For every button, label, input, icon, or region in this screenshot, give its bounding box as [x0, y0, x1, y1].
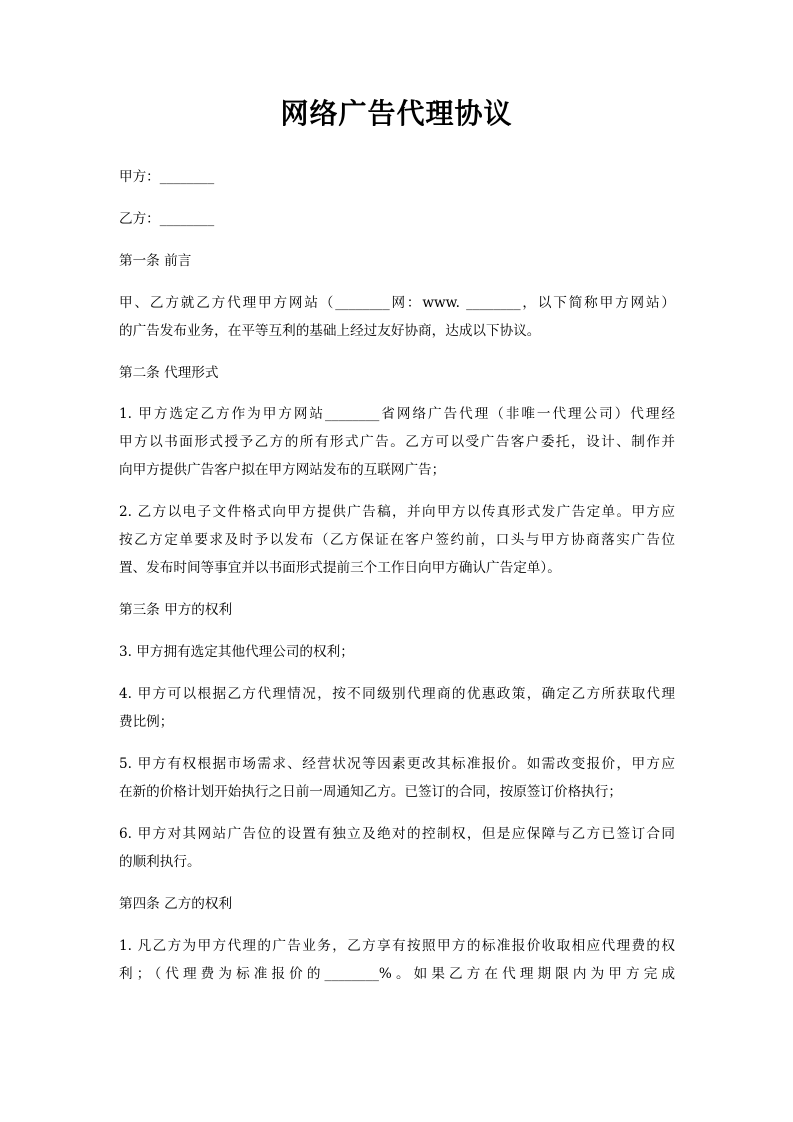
- item-3-6-line-1: 6. 甲方对其网站广告位的设置有独立及绝对的控制权，但是应保障与乙方已签订合同: [119, 826, 675, 842]
- item-2-1-line-3: 向甲方提供广告客户拟在甲方网站发布的互联网广告；: [119, 462, 446, 478]
- item-3-3: 3. 甲方拥有选定其他代理公司的权利；: [119, 644, 354, 660]
- item-3-5-line-1: 5. 甲方有权根据市场需求、经营状况等因素更改其标准报价。如需改变报价，甲方应: [119, 756, 675, 772]
- item-3-4-line-1: 4. 甲方可以根据乙方代理情况，按不同级别代理商的优惠政策，确定乙方所获取代理: [119, 686, 675, 702]
- party-b-line: 乙方：________: [119, 211, 215, 227]
- item-4-1-line-2: 利；（代理费为标准报价的________%。如果乙方在代理期限内为甲方完成: [119, 966, 675, 982]
- item-2-1-line-1: 1. 甲方选定乙方作为甲方网站________省网络广告代理（非唯一代理公司）代理经: [119, 406, 675, 422]
- article-1-text-line-2: 的广告发布业务，在平等互利的基础上经过友好协商，达成以下协议。: [119, 323, 541, 339]
- article-4-heading: 第四条 乙方的权利: [119, 896, 233, 912]
- item-3-6-line-2: 的顺利执行。: [119, 854, 201, 870]
- document-title: 网络广告代理协议: [280, 97, 513, 130]
- article-2-heading: 第二条 代理形式: [119, 365, 219, 381]
- article-1-text-line-1: 甲、乙方就乙方代理甲方网站（________网：www. ________，以下简称甲方网站）: [119, 295, 675, 311]
- item-2-2-line-3: 置、发布时间等事宜并以书面形式提前三个工作日向甲方确认广告定单）。: [119, 560, 561, 576]
- article-1-heading: 第一条 前言: [119, 253, 192, 269]
- item-3-5-line-2: 在新的价格计划开始执行之日前一周通知乙方。已签订的合同，按原签订价格执行；: [119, 784, 622, 800]
- item-3-4-line-2: 费比例；: [119, 714, 174, 730]
- article-3-heading: 第三条 甲方的权利: [119, 602, 233, 618]
- item-2-2-line-2: 按乙方定单要求及时予以发布（乙方保证在客户签约前，口头与甲方协商落实广告位: [119, 532, 675, 548]
- item-2-1-line-2: 甲方以书面形式授予乙方的所有形式广告。乙方可以受广告客户委托，设计、制作并: [119, 434, 675, 450]
- item-2-2-line-1: 2. 乙方以电子文件格式向甲方提供广告稿，并向甲方以传真形式发广告定单。甲方应: [119, 504, 675, 520]
- item-4-1-line-1: 1. 凡乙方为甲方代理的广告业务，乙方享有按照甲方的标准报价收取相应代理费的权: [119, 938, 675, 954]
- party-a-line: 甲方：________: [119, 169, 215, 185]
